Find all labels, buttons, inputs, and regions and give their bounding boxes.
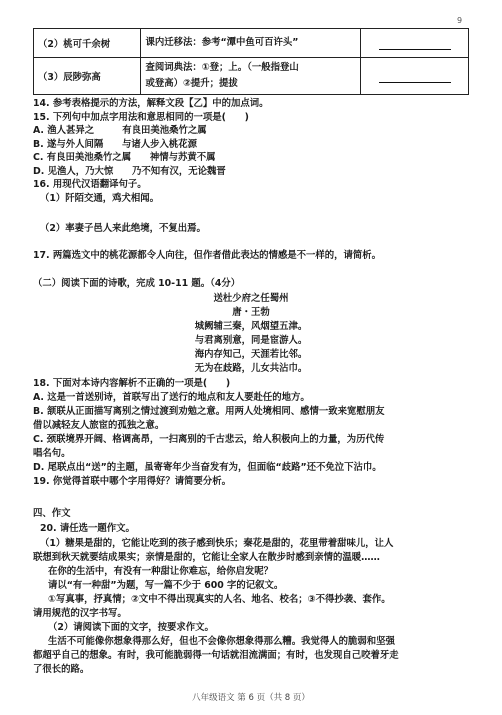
question-14: 14. 参考表格提示的方法，解释文段【乙】中的加点词。 <box>33 98 269 109</box>
poem-line: 城阙辅三秦，风烟望五津。 <box>194 321 308 332</box>
poem-line: 海内存知己，天涯若比邻。 <box>194 349 308 360</box>
question-19: 19. 你觉得首联中哪个字用得好？请简要分析。 <box>33 476 231 487</box>
table-cell-answer[interactable] <box>361 58 469 95</box>
table-cell-answer[interactable] <box>361 29 469 58</box>
question-16: 16. 用现代汉语翻译句子。 <box>33 179 147 190</box>
option-b-cont: 借以减轻友人旅宦的孤独之意。 <box>33 420 165 431</box>
translate-sentence-2: （2）率妻子邑人来此绝境，不复出焉。 <box>40 223 206 234</box>
poem-author: 唐・王勃 <box>232 307 270 318</box>
essay-requirements: ①写真事，抒真情；②文中不得出现真实的人名、地名、校名；③不得抄袭、套作。 <box>48 594 391 605</box>
page-footer: 八年级语文 第 6 页（共 8 页） <box>192 693 310 703</box>
option-a: A. 这是一首送别诗，首联写出了送行的地点和友人要赴任的地方。 <box>33 392 310 403</box>
essay-prompt-2-text: 生活不可能像你想象得那么好，但也不会像你想象得那么糟。我觉得人的脆弱和坚强 <box>48 636 395 647</box>
poem-title: 送杜少府之任蜀州 <box>213 293 289 304</box>
method-line: 或登高）②提升；提拔 <box>145 78 238 89</box>
option-c-cont: 唱名句。 <box>33 448 71 459</box>
corner-mark: 9 <box>457 16 463 25</box>
option-d: D. 尾联点出“送”的主题，虽寄寄年少当奋发有为，但面临“歧路”还不免泣下沾巾。 <box>33 462 382 473</box>
option-c: C. 颈联境界开阔、格调高昂，一扫离别的千古悲云，给人积极向上的力量，为历代传 <box>33 434 385 445</box>
question-18: 18. 下面对本诗内容解析不正确的一项是( ) <box>33 378 231 389</box>
answer-blank[interactable] <box>379 37 451 50</box>
answer-blank[interactable] <box>379 70 451 83</box>
essay-prompt-2-text: 都超乎自己的想象。有时，我可能脆弱得一句话就泪流满面；有时，也发现自己咬着牙走 <box>33 650 399 661</box>
word-method-table <box>33 28 469 95</box>
option-b: B. 遂与外人间隔 与诸人步入桃花源 <box>33 139 197 150</box>
question-20: 20. 请任选一题作文。 <box>40 523 135 534</box>
table-cell-item: （2）桃可千余树 <box>34 29 141 58</box>
essay-prompt-1: （1）糖果是甜的，它能让吃到的孩子感到快乐；秦花是甜的，花里带着甜味儿，让人 <box>40 538 394 549</box>
table-row <box>34 58 469 95</box>
poem-line: 无为在歧路，儿女共沾巾。 <box>194 363 308 374</box>
essay-prompt-2: （2）请阅读下面的文字，按要求作文。 <box>48 622 214 633</box>
essay-prompt-text: 请以“有一种甜”为题，写一篇不少于 600 字的记叙文。 <box>48 580 284 591</box>
option-d: D. 见渔人，乃大惊 乃不知有汉，无论魏晋 <box>33 166 226 177</box>
option-c: C. 有良田美池桑竹之属 神情与苏黄不属 <box>33 152 216 163</box>
option-b: B. 颔联从正面描写离别之情过渡到劝勉之意。用两人处境相同、感情一致来宽慰朋友 <box>33 406 385 417</box>
section-heading-essay: 四、作文 <box>33 508 71 519</box>
option-a: A. 渔人甚异之 有良田美池桑竹之属 <box>33 125 207 136</box>
essay-prompt-text: 在你的生活中，有没有一种甜让你难忘，给你启发呢？ <box>48 566 274 577</box>
question-17: 17. 两篇选文中的桃花源都令人向往，但作者借此表达的情感是不一样的，请简析。 <box>33 250 381 261</box>
section-heading-poem: （二）阅读下面的诗歌，完成 10-11 题。（4分） <box>33 278 241 289</box>
essay-prompt-2-text: 了很长的路。 <box>33 664 90 675</box>
table-cell-method <box>141 58 361 95</box>
table-cell-method: 课内迁移法：参考“潭中鱼可百许头” <box>141 29 361 58</box>
question-15: 15. 下列句中加点字用法和意思相同的一项是( ) <box>33 112 249 123</box>
table-cell-item: （3）辰陟弥高 <box>34 58 141 95</box>
translate-sentence-1: （1）阡陌交通，鸡犬相闻。 <box>40 193 160 204</box>
method-line: 查阅词典法：①登；上。（一般指登山 <box>145 62 299 73</box>
table-row <box>34 29 469 58</box>
essay-prompt-1-cont: 联想到秋天就要结成果实；亲情是甜的，它能让全家人在散步时感到亲情的温暖…… <box>33 552 380 563</box>
essay-requirements-cont: 请用规范的汉字书写。 <box>33 608 127 619</box>
poem-line: 与君离别意，同是宦游人。 <box>194 335 308 346</box>
